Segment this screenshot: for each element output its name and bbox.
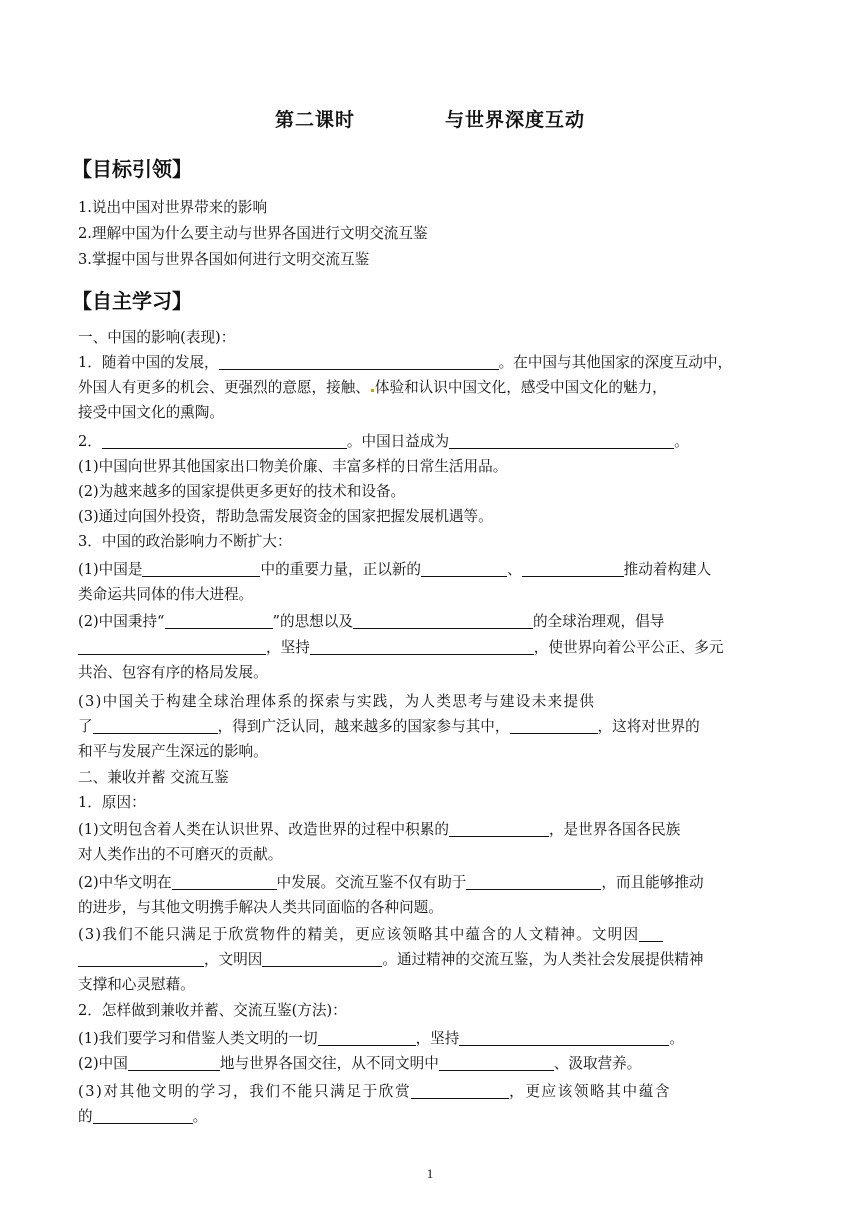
- fill-blank[interactable]: [128, 1053, 220, 1071]
- text-line: (2)中国 地与世界各国交往，从不同文明中 、汲取营养。: [78, 1055, 642, 1072]
- text-line: (3)中国关于构建全球治理体系的探索与实践，为人类思考与建设未来提供: [78, 693, 596, 710]
- page-title: [0, 105, 860, 132]
- fill-blank[interactable]: [510, 716, 598, 734]
- fill-blank[interactable]: [142, 559, 260, 577]
- text-line: (2)中国秉持“ ”的思想以及 的全球治理观，倡导: [78, 613, 665, 630]
- page-number: 1: [426, 1166, 434, 1181]
- fill-blank[interactable]: [466, 872, 601, 890]
- fill-blank[interactable]: [219, 352, 499, 370]
- text-line: (1)文明包含着人类在认识世界、改造世界的过程中积累的 ，是世界各国各民族: [78, 821, 681, 838]
- text-line: ，文明因 。通过精神的交流互鉴，为人类社会发展提供精神: [78, 948, 784, 972]
- fill-blank[interactable]: [639, 924, 663, 942]
- section-heading-goals: 【目标引领】: [72, 157, 192, 181]
- goal-item: 1.说出中国对世界带来的影响: [78, 199, 268, 216]
- text-line: (1)中国向世界其他国家出口物美价廉、丰富多样的日常生活用品。: [78, 458, 508, 475]
- fill-blank[interactable]: [78, 637, 266, 655]
- fill-blank[interactable]: [318, 1028, 416, 1046]
- text-line: 一、中国的影响(表现)：: [78, 329, 236, 346]
- text-line: (3)通过向国外投资，帮助急需发展资金的国家把握发展机遇等。: [78, 508, 493, 525]
- text-line: 1．原因：: [78, 794, 146, 811]
- fill-blank[interactable]: [522, 559, 624, 577]
- text-line: 支撑和心灵慰藉。: [78, 976, 195, 993]
- text-line: 对人类作出的不可磨灭的贡献。: [78, 846, 283, 863]
- text-line: (2)为越来越多的国家提供更多更好的技术和设备。: [78, 483, 406, 500]
- text-line: 2．怎样做到兼收并蓄、交流互鉴(方法)：: [78, 1002, 347, 1019]
- fill-blank[interactable]: [449, 819, 549, 837]
- fill-blank[interactable]: [165, 611, 273, 629]
- fill-blank[interactable]: [411, 1081, 509, 1099]
- fill-blank[interactable]: [449, 431, 674, 449]
- fill-blank[interactable]: [93, 716, 218, 734]
- fill-blank[interactable]: [172, 872, 277, 890]
- fill-blank[interactable]: [421, 559, 507, 577]
- section-heading-self-study: 【自主学习】: [72, 289, 192, 313]
- fill-blank[interactable]: [93, 1106, 193, 1124]
- text-line: 和平与发展产生深远的影响。: [78, 743, 268, 760]
- fill-blank[interactable]: [262, 949, 382, 967]
- fill-blank[interactable]: [459, 1028, 669, 1046]
- text-line: 类命运共同体的伟大进程。: [78, 586, 254, 603]
- text-line: 外国人有更多的机会、更强烈的意愿，接触、 体验和认识中国文化，感受中国文化的魅力，: [78, 379, 667, 396]
- text-line: ，坚持 ，使世界向着公平公正、多元: [78, 636, 784, 660]
- text-line: 二、兼收并蓄 交流互鉴: [78, 769, 229, 786]
- fill-blank[interactable]: [353, 611, 533, 629]
- text-line: 3．中国的政治影响力不断扩大：: [78, 533, 292, 550]
- text-line: (3)对其他文明的学习，我们不能只满足于欣赏 ，更应该领略其中蕴含: [78, 1083, 672, 1100]
- text-line: (1)我们要学习和借鉴人类文明的一切 ，坚持 。: [78, 1030, 684, 1047]
- goal-item: 2.理解中国为什么要主动与世界各国进行文明交流互鉴: [78, 225, 428, 242]
- goal-item: 3.掌握中国与世界各国如何进行文明交流互鉴: [78, 251, 370, 268]
- text-line: (2)中华文明在 中发展。交流互鉴不仅有助于 ，而且能够推动: [78, 874, 704, 891]
- text-line: 接受中国文化的熏陶。: [78, 404, 224, 421]
- fill-blank[interactable]: [78, 949, 204, 967]
- lesson-number: 第二课时: [274, 109, 355, 131]
- text-line: 1．随着中国的发展， 。在中国与其他国家的深度互动中，: [78, 354, 733, 371]
- fill-blank[interactable]: [310, 637, 534, 655]
- lesson-topic: 与世界深度互动: [445, 109, 586, 131]
- text-line: 的 。: [78, 1108, 208, 1125]
- text-line: 的进步，与其他文明携手解决人类共同面临的各种问题。: [78, 899, 443, 916]
- text-line: (1)中国是 中的重要力量，正以新的 、 推动着构建人: [78, 561, 712, 578]
- text-line: 2． 。中国日益成为 。: [78, 433, 689, 450]
- text-line: (3)我们不能只满足于欣赏物件的精美，更应该领略其中蕴含的人文精神。文明因: [78, 923, 784, 947]
- text-line: 了 ，得到广泛认同，越来越多的国家参与其中， ，这将对世界的: [78, 718, 700, 735]
- fill-blank[interactable]: [102, 431, 347, 449]
- fill-blank[interactable]: [439, 1053, 554, 1071]
- text-line: 共治、包容有序的格局发展。: [78, 664, 268, 681]
